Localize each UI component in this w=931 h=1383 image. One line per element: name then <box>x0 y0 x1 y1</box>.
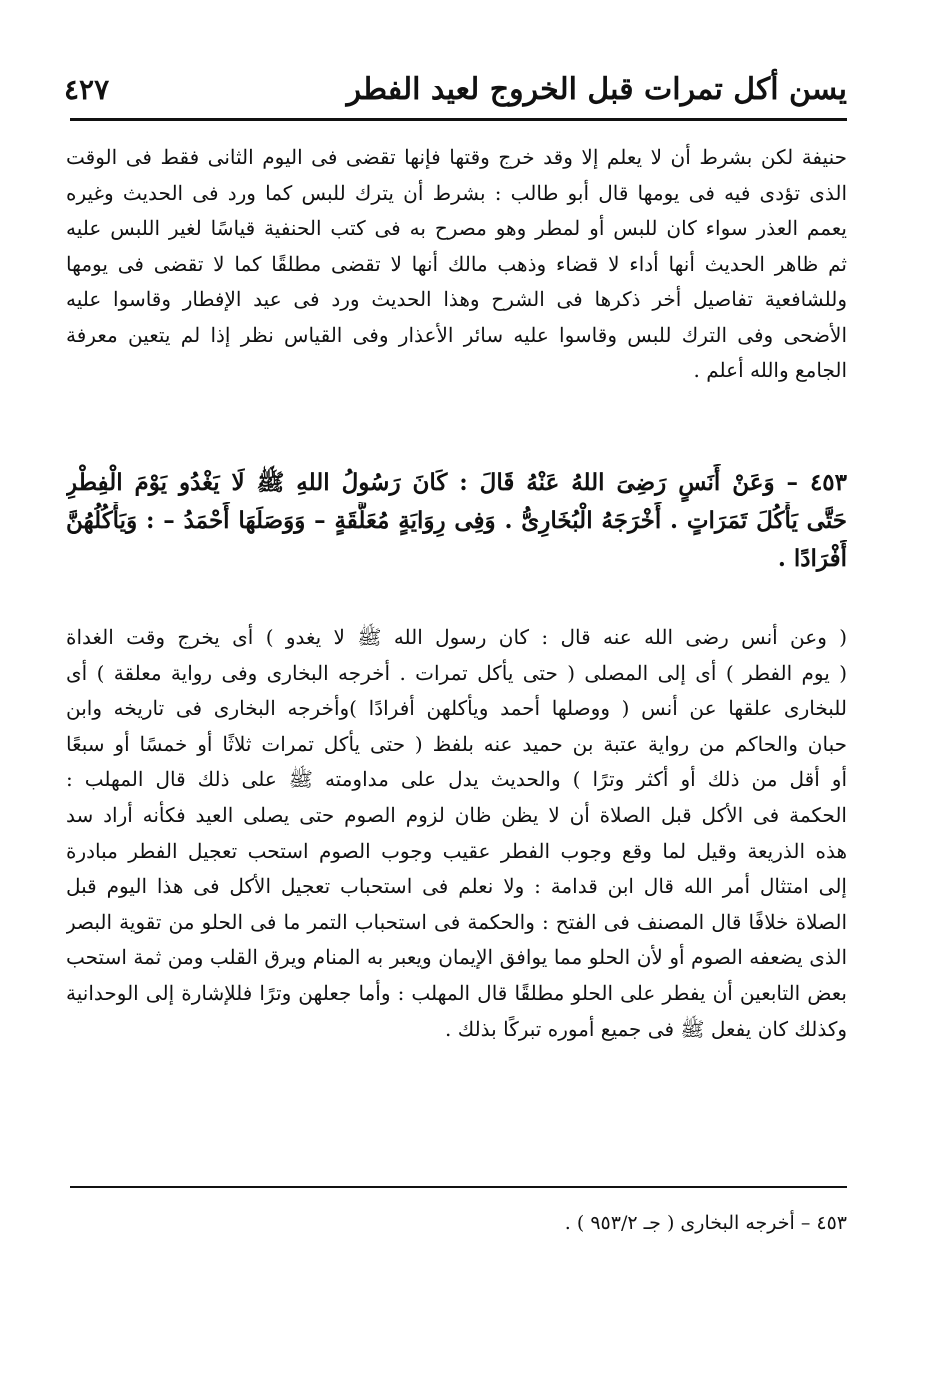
text-line: يعمم العذر سواء كان للبس أو لمطر وهو مصرح به فى كتب الحنفية قياسًا لغير اللبس عليه <box>66 216 847 240</box>
page-number: ٤٢٧ <box>64 72 110 106</box>
text-line: ثم ظاهر الحديث أنها أداء لا قضاء وذهب مالك أنها لا تقضى مطلقًا كما لا تقضى فى يومها <box>66 251 847 276</box>
hadith-text <box>66 464 847 578</box>
hadith-line: ٤٥٣ – وَعَنْ أَنَسٍ رَضِىَ اللهُ عَنْهُ قَالَ : كَانَ رَسُولُ اللهِ ﷺ لَا يَغْدُو يَوْمَ الْفِطْرِ <box>66 469 847 496</box>
text-line: الذى تؤدى فيه فى يومها قال أبو طالب : بشرط أن يترك للبس كما ورد فى الحديث وغيره <box>66 180 847 205</box>
text-line: أو أقل من ذلك أو أكثر وترًا ) والحديث يدل على مداومته ﷺ على ذلك قال المهلب : <box>66 767 847 792</box>
text-line: حنيفة لكن بشرط أن لا يعلم إلا وقد خرج وقتها فإنها تقضى فى اليوم الثانى فقط فى الوقت <box>66 145 847 169</box>
text-line: الصلاة خلافًا قال المصنف فى الفتح : والحكمة فى استحباب التمر ما فى الحلو من تقوية البصر <box>66 909 847 934</box>
text-line: وكذلك كان يفعل ﷺ فى جميع أموره تبركًا بذلك . <box>445 1016 847 1041</box>
text-line: بعض التابعين أن يفطر على الحلو مطلقًا قال المهلب : وأما جعلهن وترًا فللإشارة إلى الوحدانية <box>66 980 847 1005</box>
text-line: للبخارى علقها عن أنس ( ووصلها أحمد ويأكلهن أفرادًا )وأخرجه البخارى فى تاريخه وابن <box>66 696 847 721</box>
text-line: الذى يضعفه الصوم أو لأن الحلو مما يوافق الإيمان ويعبر به المنام ويرق القلب ومن ثمة استحب <box>66 945 847 970</box>
text-line: ( يوم الفطر ) أى إلى المصلى ( حتى يأكل تمرات . أخرجه البخارى وفى رواية معلقة ) أى <box>66 660 847 685</box>
commentary-bottom <box>66 620 847 1047</box>
header-rule <box>70 118 847 121</box>
page-header <box>64 64 847 114</box>
commentary-top <box>66 140 847 389</box>
text-line: الحكمة فى الأكل قبل الصلاة أن لا يظن ظان لزوم الصوم حتى يصلى العيد فكأنه أراد سد <box>66 802 847 827</box>
text-line: الأضحى وفى الترك للبس وقاسوا عليه سائر الأعذار وفى القياس نظر إذا لم يتعين معرفة <box>66 322 847 347</box>
text-line: حبان والحاكم من رواية عتبة بن حميد عنه بلفظ ( حتى يأكل تمرات ثلاثًا أو خمسًا أو سبعًا <box>66 731 847 756</box>
text-line: ( وعن أنس رضى الله عنه قال : كان رسول الله ﷺ لا يغدو ) أى يخرج وقت الغداة <box>66 625 847 649</box>
text-line: وللشافعية تفاصيل أخر ذكرها فى الشرح وهذا الحديث ورد فى عيد الإفطار وقاسوا عليه <box>66 287 847 311</box>
footnote: ٤٥٣ – أخرجه البخارى ( جـ ٩٥٣/٢ ) . <box>564 1212 847 1234</box>
text-line: إلى امتثال أمر الله قال ابن قدامة : ولا نعلم فى استحباب تعجيل الأكل فى هذا اليوم قبل <box>66 874 847 899</box>
hadith-line: أَفْرَادًا . <box>777 545 847 572</box>
footnote-rule <box>70 1186 847 1188</box>
text-line: هذه الذريعة وقيل لما وقع وجوب الفطر عقيب وجوب الصوم استحب تعجيل الفطر مبادرة <box>66 838 847 863</box>
text-line: الجامع والله أعلم . <box>693 358 847 382</box>
hadith-line: حَتَّى يَأْكُلَ تَمَرَاتٍ . أَخْرَجَهُ الْبُخَارِىُّ . وَفِى رِوَايَةٍ مُعَلَّقَةٍ – وَوَصَلَهَا أَحْمَدُ – : وَيَأْكُلُهُنَّ <box>66 507 847 534</box>
running-title: يسن أكل تمرات قبل الخروج لعيد الفطر <box>346 71 847 107</box>
